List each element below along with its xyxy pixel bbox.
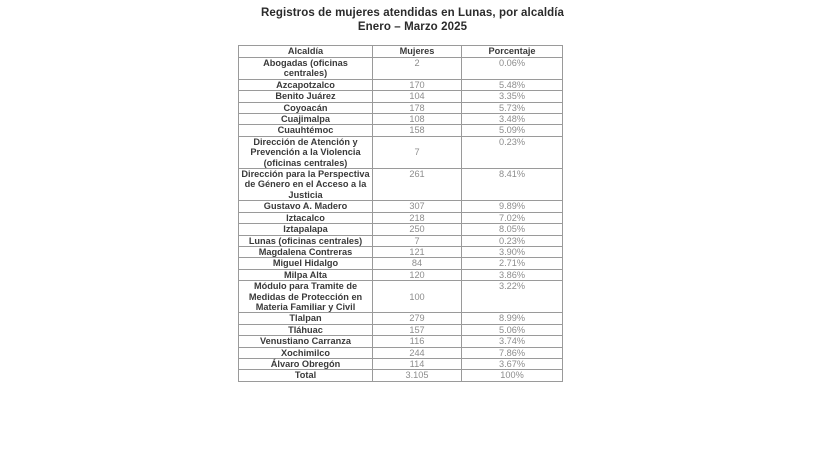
- cell-alcaldia: Abogadas (oficinas centrales): [239, 58, 373, 80]
- cell-mujeres: 116: [373, 336, 462, 347]
- cell-alcaldia: Miguel Hidalgo: [239, 258, 373, 269]
- table-row: [239, 79, 563, 90]
- table-row: [239, 336, 563, 347]
- cell-mujeres: 178: [373, 102, 462, 113]
- table-row: [239, 313, 563, 324]
- cell-alcaldia: Iztapalapa: [239, 224, 373, 235]
- cell-porcentaje: 3.22%: [462, 281, 563, 313]
- cell-mujeres: 218: [373, 212, 462, 223]
- cell-porcentaje: 3.48%: [462, 114, 563, 125]
- cell-porcentaje: 8.41%: [462, 169, 563, 201]
- table-row: [239, 258, 563, 269]
- cell-porcentaje: 0.06%: [462, 58, 563, 80]
- table-row: [239, 102, 563, 113]
- cell-mujeres: 104: [373, 91, 462, 102]
- cell-alcaldia: Milpa Alta: [239, 269, 373, 280]
- cell-alcaldia: Módulo para Tramite de Medidas de Protección en Materia Familiar y Civil: [239, 281, 373, 313]
- table-row: [239, 370, 563, 381]
- cell-mujeres: 120: [373, 269, 462, 280]
- table-container: [238, 45, 562, 382]
- cell-mujeres: 307: [373, 201, 462, 212]
- table-row: [239, 235, 563, 246]
- column-header-porcentaje: Porcentaje: [462, 46, 563, 58]
- cell-porcentaje: 3.35%: [462, 91, 563, 102]
- cell-porcentaje: 8.05%: [462, 224, 563, 235]
- cell-mujeres: 157: [373, 324, 462, 335]
- column-header-mujeres: Mujeres: [373, 46, 462, 58]
- cell-alcaldia: Dirección de Atención y Prevención a la Violencia (oficinas centrales): [239, 136, 373, 168]
- cell-alcaldia: Azcapotzalco: [239, 79, 373, 90]
- cell-porcentaje: 7.86%: [462, 347, 563, 358]
- table-row: [239, 91, 563, 102]
- cell-porcentaje: 100%: [462, 370, 563, 381]
- cell-mujeres: 244: [373, 347, 462, 358]
- table-row: [239, 358, 563, 369]
- cell-alcaldia: Xochimilco: [239, 347, 373, 358]
- cell-alcaldia: Venustiano Carranza: [239, 336, 373, 347]
- table-row: [239, 347, 563, 358]
- cell-porcentaje: 3.67%: [462, 358, 563, 369]
- table-row: [239, 114, 563, 125]
- table-header-row: [239, 46, 563, 58]
- cell-mujeres: 100: [373, 281, 462, 313]
- cell-mujeres: 108: [373, 114, 462, 125]
- cell-mujeres: 121: [373, 246, 462, 257]
- cell-mujeres: 261: [373, 169, 462, 201]
- cell-alcaldia: Cuajimalpa: [239, 114, 373, 125]
- cell-mujeres: 84: [373, 258, 462, 269]
- table-row: [239, 125, 563, 136]
- cell-alcaldia: Tlalpan: [239, 313, 373, 324]
- table-row: [239, 269, 563, 280]
- cell-porcentaje: 5.06%: [462, 324, 563, 335]
- cell-alcaldia: Benito Juárez: [239, 91, 373, 102]
- cell-mujeres: 170: [373, 79, 462, 90]
- registros-table: [238, 45, 563, 382]
- table-row: [239, 136, 563, 168]
- table-header: [239, 46, 563, 58]
- cell-mujeres: 250: [373, 224, 462, 235]
- cell-porcentaje: 0.23%: [462, 235, 563, 246]
- cell-mujeres: 3.105: [373, 370, 462, 381]
- table-row: [239, 201, 563, 212]
- table-body: [239, 58, 563, 382]
- cell-porcentaje: 8.99%: [462, 313, 563, 324]
- cell-porcentaje: 5.09%: [462, 125, 563, 136]
- cell-porcentaje: 5.48%: [462, 79, 563, 90]
- column-header-alcaldia: Alcaldía: [239, 46, 373, 58]
- table-row: [239, 169, 563, 201]
- cell-alcaldia: Total: [239, 370, 373, 381]
- table-row: [239, 281, 563, 313]
- cell-porcentaje: 0.23%: [462, 136, 563, 168]
- cell-porcentaje: 9.89%: [462, 201, 563, 212]
- cell-porcentaje: 3.86%: [462, 269, 563, 280]
- cell-porcentaje: 3.74%: [462, 336, 563, 347]
- cell-alcaldia: Cuauhtémoc: [239, 125, 373, 136]
- cell-alcaldia: Tláhuac: [239, 324, 373, 335]
- cell-mujeres: 2: [373, 58, 462, 80]
- table-row: [239, 324, 563, 335]
- page-title: [0, 6, 825, 34]
- cell-alcaldia: Magdalena Contreras: [239, 246, 373, 257]
- cell-porcentaje: 5.73%: [462, 102, 563, 113]
- cell-mujeres: 279: [373, 313, 462, 324]
- cell-alcaldia: Gustavo A. Madero: [239, 201, 373, 212]
- table-row: [239, 58, 563, 80]
- cell-alcaldia: Coyoacán: [239, 102, 373, 113]
- cell-porcentaje: 3.90%: [462, 246, 563, 257]
- table-row: [239, 246, 563, 257]
- cell-mujeres: 114: [373, 358, 462, 369]
- table-row: [239, 212, 563, 223]
- cell-alcaldia: Lunas (oficinas centrales): [239, 235, 373, 246]
- title-line-1: Registros de mujeres atendidas en Lunas, por alcaldía: [260, 7, 565, 19]
- cell-mujeres: 158: [373, 125, 462, 136]
- cell-mujeres: 7: [373, 136, 462, 168]
- table-row: [239, 224, 563, 235]
- cell-alcaldia: Álvaro Obregón: [239, 358, 373, 369]
- cell-porcentaje: 7.02%: [462, 212, 563, 223]
- cell-alcaldia: Iztacalco: [239, 212, 373, 223]
- cell-porcentaje: 2.71%: [462, 258, 563, 269]
- cell-mujeres: 7: [373, 235, 462, 246]
- title-line-2: Enero – Marzo 2025: [357, 21, 468, 33]
- cell-alcaldia: Dirección para la Perspectiva de Género en el Acceso a la Justicia: [239, 169, 373, 201]
